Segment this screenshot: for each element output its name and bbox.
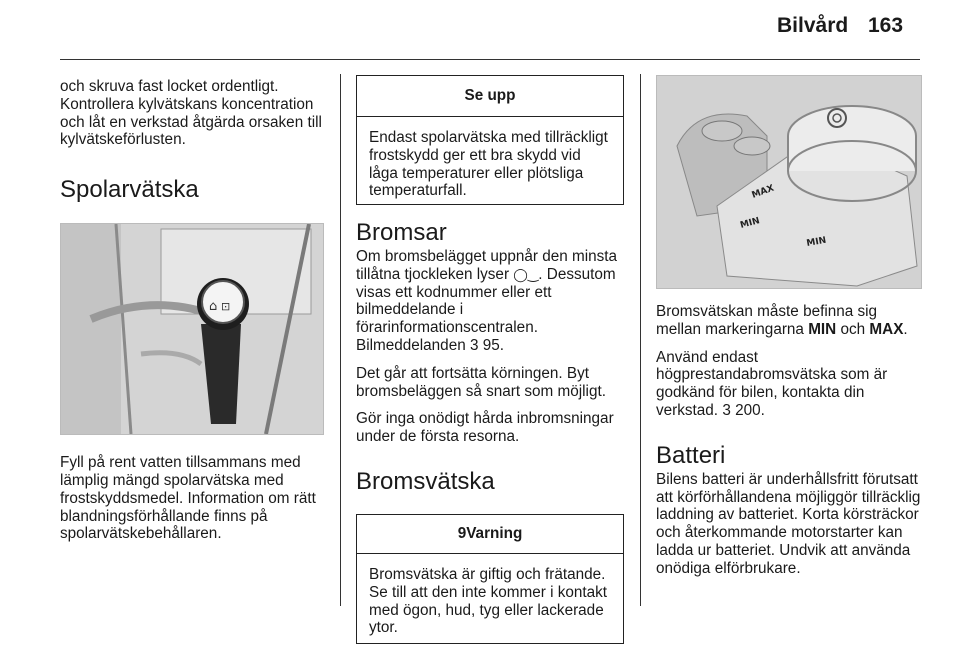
column-1 [60,78,324,543]
caution-text: Endast spolarvätska med tillräckligt frostskydd ger ett bra skydd vid låga temperaturer eller plötsliga temperaturfall. [369,129,608,200]
column-divider-1 [340,74,341,606]
max-mark: MAX [750,183,776,201]
washer-reservoir-illustration [61,224,323,434]
warning-header [357,515,623,554]
avoid-hard-braking-text: Gör inga onödigt hårda inbromsningar under de första resorna. [356,410,614,446]
warning-box [356,514,624,644]
fluid-type-text: Använd endast högprestandabromsvätska som är godkänd för bilen, kontakta din verkstad. [656,348,888,419]
page-ref-arrow: 3 [469,336,479,354]
caution-title: Se upp [357,76,623,117]
continue-driving-text: Det går att fortsätta körningen. Byt bromsbeläggen så snart som möjligt. [356,364,606,400]
min-mark-left: MIN [739,216,761,231]
column-3 [656,75,922,578]
caution-box [356,75,624,205]
max-label: MAX [869,320,904,338]
coolant-continuation: och skruva fast locket ordentligt. Kontrollera kylvätskans koncentration och låt en verkstad åtgärda orsaken till kylvätskeförlusten. [60,78,322,149]
page-ref-arrow-2: 3 [722,401,731,419]
svg-text:⊡: ⊡ [221,300,231,314]
min-label: MIN [808,320,837,338]
washer-fluid-instructions: Fyll på rent vatten tillsammans med lämplig mängd spolarvätska med frostskyddsmedel. Information om rätt blandningsförhållande finns på spolarvätskebehållaren. [60,454,316,543]
brake-fluid-reservoir-illustration [657,76,921,288]
battery-text: Bilens batteri är underhållsfritt förutsatt att körförhållandena möjliggör tillräcklig laddning av batteriet. Korta körsträckor och återkommande motorstarter kan ladda ur batteriet. Undvik att använda onödiga elförbrukare. [656,470,921,577]
caution-body [357,117,623,210]
brake-pad-warning-text: Om bromsbelägget uppnår den minsta tillåtna tjockleken lyser ◯‿. Dessutom visas ett kodnummer eller ett bilmeddelande i förarinformationscentralen. Bilmeddelanden 3 95. [356,248,618,354]
washer-reservoir-image [60,223,324,435]
column-divider-2 [640,74,641,606]
header-rule [60,59,920,60]
and-word: och [840,320,866,338]
warning-text: Bromsvätska är giftig och frätande. Se till att den inte kommer i kontakt med ögon, hud, tyg eller lackerade ytor. [369,565,608,637]
heading-spolarvatska: Spolarvätska [60,176,199,204]
brake-pad-text-part2: . Dessutom visas ett kodnummer eller ett bilmeddelande i förarinformationscentralen. Bilmeddelanden [356,265,616,354]
page-header-title: Bilvård [777,14,849,37]
level-text-end: . [903,320,908,338]
brake-fluid-reservoir-image [656,75,922,289]
level-text-part1: Bromsvätskan måste befinna sig mellan markeringarna [656,303,878,338]
page-ref-number: 95 [482,336,500,354]
warning-title: Varning [466,524,523,542]
page-ref-number-2: 200 [735,401,761,419]
svg-text:⌂: ⌂ [209,299,218,315]
page-number: 163 [868,14,904,37]
heading-bromsvatska: Bromsvätska [356,467,495,495]
heading-batteri: Batteri [656,441,726,469]
brake-fluid-type-text: Använd endast högprestandabromsvätska som är godkänd för bilen, kontakta din verkstad. 3 200. [656,348,888,419]
warning-triangle-icon: 9 [457,524,467,542]
brake-fluid-level-text [656,303,922,339]
brake-pad-warning-icon: ◯‿ [513,266,539,282]
column-2 [356,75,624,644]
min-mark-right: MIN [805,235,828,249]
brake-pad-text-part1: Om bromsbelägget uppnår den minsta tillåtna tjockleken lyser [356,248,618,283]
heading-bromsar: Bromsar [356,219,447,246]
warning-body [357,554,623,647]
